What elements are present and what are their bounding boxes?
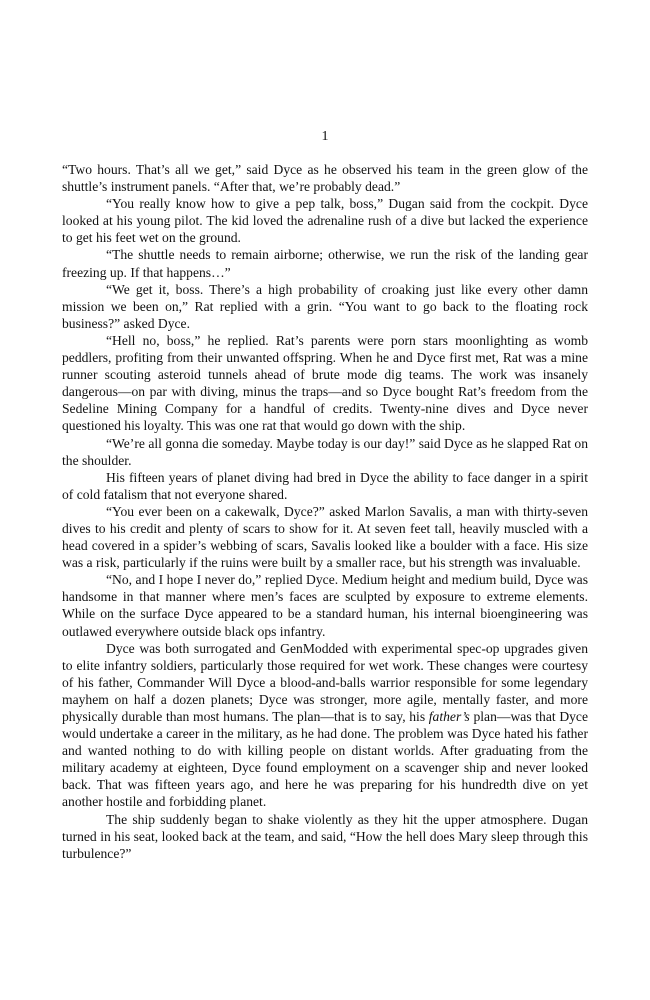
paragraph [62, 571, 588, 639]
paragraph [62, 503, 588, 571]
text-segment: The ship suddenly began to shake violently as they hit the upper atmosphere. Dugan turned in his seat, looked back at the team, and said, “How the hell does Mary sleep through this turbulence?” [62, 811, 588, 861]
paragraph [62, 640, 588, 811]
text-segment: “The shuttle needs to remain airborne; otherwise, we run the risk of the landing gear freezing up. If that happens…” [62, 247, 588, 280]
page-number: 1 [321, 129, 329, 144]
paragraph [62, 811, 588, 862]
paragraph [62, 195, 588, 246]
paragraph [62, 469, 588, 503]
text-segment: Dyce was both surrogated and GenModded with experimental spec-op upgrades given to elite infantry soldiers, particularly those required for wet work. These changes were courtesy of his father, Commander Will Dyce a blood-and-balls warrior responsible for some legendary mayhem on half a dozen planets; Dyce was stronger, more agile, mentally faster, and more physically durable than most humans. The plan—that is to say, his [62, 640, 588, 724]
text-segment: plan—was that Dyce would undertake a career in the military, as he had done. The problem was Dyce hated his father and wanted nothing to do with killing people on distant worlds. After graduating from the military academy at eighteen, Dyce found employment on a scavenger ship and never looked back. That was fifteen years ago, and here he was preparing for his hundredth dive on yet another hostile and forbidding planet. [62, 709, 588, 810]
paragraph [62, 332, 588, 435]
body-text [62, 161, 588, 862]
text-segment: “You really know how to give a pep talk, boss,” Dugan said from the cockpit. Dyce looked at his young pilot. The kid loved the adrenaline rush of a dive but lacked the experience to get his feet wet on the ground. [62, 196, 588, 246]
text-segment: His fifteen years of planet diving had bred in Dyce the ability to face danger in a spirit of cold fatalism that not everyone shared. [62, 469, 588, 502]
paragraph [62, 435, 588, 469]
text-segment: “Hell no, boss,” he replied. Rat’s parents were porn stars moonlighting as womb peddlers, profiting from their unwanted offspring. When he and Dyce first met, Rat was a mine runner scouting asteroid tunnels ahead of brute mode dig teams. The work was insanely dangerous—on par with diving, minus the traps—and so Dyce bought Rat’s freedom from the Sedeline Mining Company for a handful of credits. Twenty-nine dives and Dyce never questioned his loyalty. This was one rat that would go down with the ship. [62, 332, 588, 434]
text-segment: “You ever been on a cakewalk, Dyce?” asked Marlon Savalis, a man with thirty-seven dives to his credit and plenty of scars to show for it. At seven feet tall, heavily muscled with a head covered in a spider’s webbing of scars, Savalis looked like a boulder with a face. His size was a risk, particularly if the ruins were built by a smaller race, but his strength was invaluable. [62, 503, 588, 571]
text-segment: “We’re all gonna die someday. Maybe today is our day!” said Dyce as he slapped Rat on the shoulder. [62, 435, 588, 468]
text-segment: “No, and I hope I never do,” replied Dyce. Medium height and medium build, Dyce was handsome in that manner where men’s faces are sculpted by exposure to extreme elements. While on the surface Dyce appeared to be a standard human, his internal bioengineering was outlawed everywhere outside black ops infantry. [62, 572, 588, 639]
paragraph [62, 246, 588, 280]
text-segment: “We get it, boss. There’s a high probability of croaking just like every other damn mission we been on,” Rat replied with a grin. “You want to go back to the floating rock business?” asked Dyce. [62, 281, 588, 331]
italic-text: father’s [428, 709, 470, 724]
paragraph [62, 281, 588, 332]
text-segment: “Two hours. That’s all we get,” said Dyce as he observed his team in the green glow of the shuttle’s instrument panels. “After that, we’re probably dead.” [62, 162, 588, 195]
paragraph [62, 161, 588, 195]
